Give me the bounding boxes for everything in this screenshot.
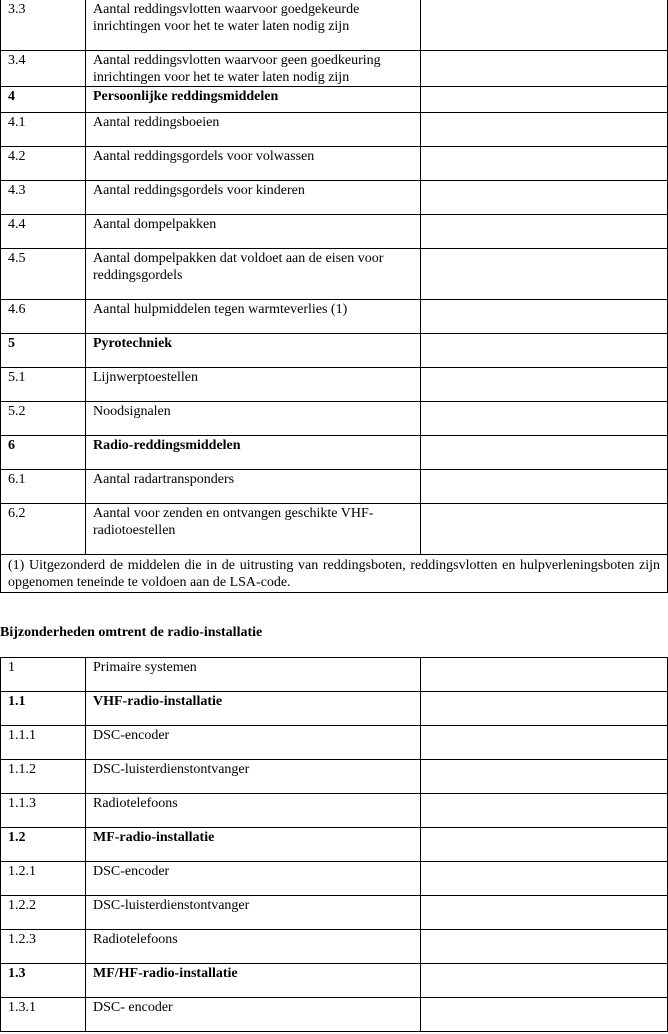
- table-row: [1, 181, 668, 215]
- item-description-cell: Noodsignalen: [86, 402, 421, 436]
- item-number-cell: 4.6: [1, 300, 86, 334]
- item-value-cell: [421, 368, 668, 402]
- table-row: [1, 470, 668, 504]
- item-description-cell: Pyrotechniek: [86, 334, 421, 368]
- item-description-cell: Aantal dompelpakken dat voldoet aan de eisen voor reddingsgordels: [86, 249, 421, 300]
- item-value-cell: [421, 87, 668, 113]
- item-value-cell: [421, 181, 668, 215]
- table-body: [1, 0, 668, 593]
- item-description-cell: DSC-encoder: [86, 862, 421, 896]
- item-description-cell: Aantal reddingsvlotten waarvoor geen goedkeuring inrichtingen voor het te water laten nodig zijn: [86, 51, 421, 87]
- table-row: [1, 215, 668, 249]
- item-number-cell: 1.3: [1, 964, 86, 998]
- table-row: [1, 658, 668, 692]
- footnote-text: (1) Uitgezonderd de middelen die in de uitrusting van reddingsboten, reddingsvlotten en hulpverleningsboten zijn opgenomen teneinde te voldoen aan de LSA-code.: [1, 555, 668, 593]
- table-row: [1, 930, 668, 964]
- table-row: [1, 504, 668, 555]
- table-row: [1, 692, 668, 726]
- item-number-cell: 1.2: [1, 828, 86, 862]
- table-row: [1, 402, 668, 436]
- item-value-cell: [421, 215, 668, 249]
- item-description-cell: Persoonlijke reddingsmiddelen: [86, 87, 421, 113]
- item-number-cell: 4.4: [1, 215, 86, 249]
- item-value-cell: [421, 470, 668, 504]
- table-row: [1, 964, 668, 998]
- item-number-cell: 1.1.3: [1, 794, 86, 828]
- item-description-cell: DSC-encoder: [86, 726, 421, 760]
- item-description-cell: Aantal radartransponders: [86, 470, 421, 504]
- item-value-cell: [421, 828, 668, 862]
- item-value-cell: [421, 300, 668, 334]
- item-number-cell: 6: [1, 436, 86, 470]
- item-description-cell: Aantal reddingsgordels voor kinderen: [86, 181, 421, 215]
- table-row: [1, 113, 668, 147]
- item-description-cell: DSC-luisterdienstontvanger: [86, 896, 421, 930]
- item-number-cell: 1.1: [1, 692, 86, 726]
- item-number-cell: 4.3: [1, 181, 86, 215]
- item-value-cell: [421, 334, 668, 368]
- item-number-cell: 5.2: [1, 402, 86, 436]
- item-description-cell: Radiotelefoons: [86, 930, 421, 964]
- table-row: [1, 896, 668, 930]
- item-number-cell: 1: [1, 658, 86, 692]
- item-value-cell: [421, 436, 668, 470]
- item-number-cell: 4.5: [1, 249, 86, 300]
- item-value-cell: [421, 249, 668, 300]
- radio-installation-table: [0, 657, 668, 1032]
- item-description-cell: Radio-reddingsmiddelen: [86, 436, 421, 470]
- item-value-cell: [421, 862, 668, 896]
- item-number-cell: 1.3.1: [1, 998, 86, 1032]
- item-value-cell: [421, 930, 668, 964]
- item-description-cell: MF-radio-installatie: [86, 828, 421, 862]
- item-value-cell: [421, 658, 668, 692]
- item-number-cell: 6.2: [1, 504, 86, 555]
- item-description-cell: Aantal reddingsgordels voor volwassen: [86, 147, 421, 181]
- item-number-cell: 5.1: [1, 368, 86, 402]
- item-number-cell: 3.4: [1, 51, 86, 87]
- table-row: [1, 334, 668, 368]
- item-value-cell: [421, 964, 668, 998]
- item-value-cell: [421, 113, 668, 147]
- item-description-cell: Aantal voor zenden en ontvangen geschikte VHF-radiotoestellen: [86, 504, 421, 555]
- item-description-cell: DSC-luisterdienstontvanger: [86, 760, 421, 794]
- table-row: [1, 300, 668, 334]
- table-row: [1, 249, 668, 300]
- item-value-cell: [421, 998, 668, 1032]
- footnote-row: [1, 555, 668, 593]
- table-row: [1, 726, 668, 760]
- table-row: [1, 794, 668, 828]
- item-number-cell: 4: [1, 87, 86, 113]
- item-value-cell: [421, 0, 668, 51]
- item-value-cell: [421, 504, 668, 555]
- item-description-cell: Aantal reddingsvlotten waarvoor goedgekeurde inrichtingen voor het te water laten nodig zijn: [86, 0, 421, 51]
- table-row: [1, 828, 668, 862]
- item-number-cell: 5: [1, 334, 86, 368]
- table-row: [1, 998, 668, 1032]
- section-heading: Bijzonderheden omtrent de radio-installatie: [0, 625, 263, 640]
- item-description-cell: VHF-radio-installatie: [86, 692, 421, 726]
- item-description-cell: Lijnwerptoestellen: [86, 368, 421, 402]
- table-row: [1, 760, 668, 794]
- table-row: [1, 0, 668, 51]
- item-description-cell: MF/HF-radio-installatie: [86, 964, 421, 998]
- item-number-cell: 1.2.2: [1, 896, 86, 930]
- item-description-cell: Aantal hulpmiddelen tegen warmteverlies (1): [86, 300, 421, 334]
- item-number-cell: 4.1: [1, 113, 86, 147]
- item-number-cell: 1.1.1: [1, 726, 86, 760]
- item-description-cell: Primaire systemen: [86, 658, 421, 692]
- item-number-cell: 1.2.3: [1, 930, 86, 964]
- table-row: [1, 368, 668, 402]
- item-description-cell: Aantal dompelpakken: [86, 215, 421, 249]
- item-number-cell: 3.3: [1, 0, 86, 51]
- item-value-cell: [421, 760, 668, 794]
- table-row: [1, 51, 668, 87]
- item-value-cell: [421, 692, 668, 726]
- item-value-cell: [421, 726, 668, 760]
- table-row: [1, 147, 668, 181]
- item-value-cell: [421, 147, 668, 181]
- item-description-cell: Aantal reddingsboeien: [86, 113, 421, 147]
- item-number-cell: 4.2: [1, 147, 86, 181]
- table-row: [1, 87, 668, 113]
- table-row: [1, 436, 668, 470]
- item-value-cell: [421, 794, 668, 828]
- table-row: [1, 862, 668, 896]
- item-number-cell: 1.2.1: [1, 862, 86, 896]
- item-value-cell: [421, 896, 668, 930]
- item-number-cell: 6.1: [1, 470, 86, 504]
- table-body: [1, 658, 668, 1032]
- item-description-cell: DSC- encoder: [86, 998, 421, 1032]
- item-value-cell: [421, 51, 668, 87]
- item-description-cell: Radiotelefoons: [86, 794, 421, 828]
- item-number-cell: 1.1.2: [1, 760, 86, 794]
- item-value-cell: [421, 402, 668, 436]
